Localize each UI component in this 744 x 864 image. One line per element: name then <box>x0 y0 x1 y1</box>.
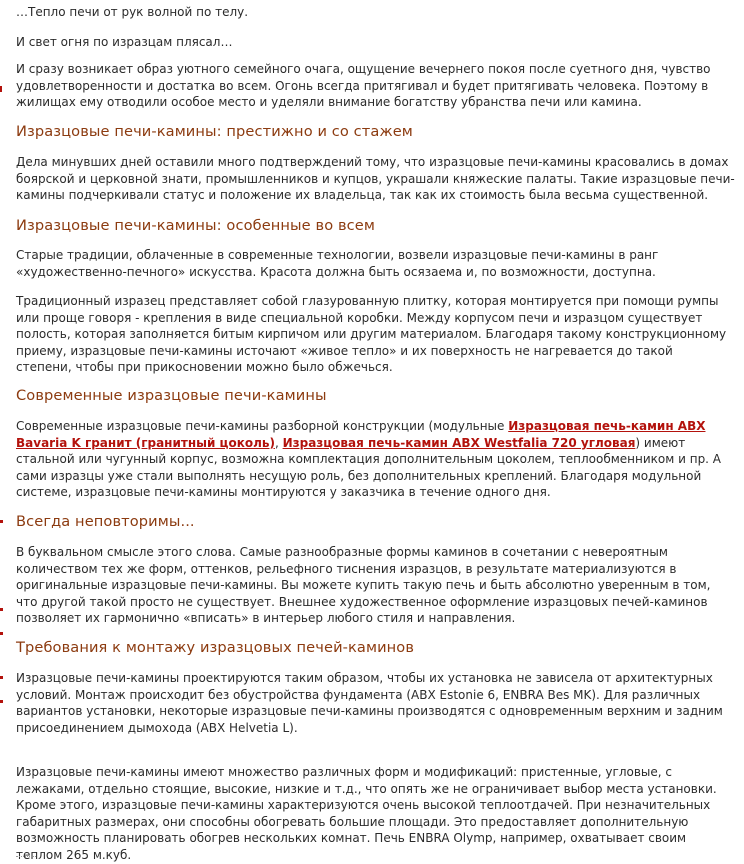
section-heading-modern: Современные изразцовые печи-камины <box>16 387 327 404</box>
section-paragraph: Старые традиции, облаченные в современные технологии, возвели изразцовые печи-камины в ранг «художественно-печного» искусства. Красота должна быть осязаема и, по возможности, доступна. <box>16 248 659 279</box>
edge-marker <box>0 86 2 92</box>
bottom-divider <box>16 856 36 859</box>
section-heading-installation: Требования к монтажу изразцовых печей-каминов <box>16 639 415 656</box>
section-paragraph: Изразцовые печи-камины имеют множество различных форм и модификаций: пристенные, угловые, с лежаками, отдельно стоящие, высокие, низкие и т.д., что опять же не ограничивает выбор места установки. Кроме этого, изразцовые печи-камины характеризуются очень высокой теплоотдачей. При незначительных габаритных размерах, они способны обогревать большие площади. Это предоставляет дополнительную возможность планировать обогрев нескольких комнат. Печь ENBRA Olymp, например, охватывает своим теплом 265 м.куб. <box>16 765 717 862</box>
edge-marker <box>0 632 3 635</box>
edge-marker <box>0 608 3 611</box>
text-before-links: Современные изразцовые печи-камины разборной конструкции (модульные <box>16 419 509 433</box>
edge-marker <box>0 520 3 523</box>
section-paragraph-modern <box>16 418 726 501</box>
section-paragraph: Традиционный изразец представляет собой глазурованную плитку, которая монтируется при помощи румпы или проще говоря - крепления в виде специальной коробки. Между корпусом печи и изразцом существует полость, которая заполняется битым кирпичом или другим материалом. Благодаря такому конструкционному приему, изразцовые печи-камины источают «живое тепло» и их поверхность не нагревается до такой степени, чтобы при прикосновении можно было обжечься. <box>16 294 727 375</box>
link-separator: , <box>274 435 283 450</box>
text-after-links: ) имеют стальной или чугунный корпус, возможна комплектация дополнительным цоколем, теплообменником и пр. А сами изразцы уже стали выполнять несущую роль, без дополнительных креплений. Благодаря модульной системе, изразцовые печи-камины монтируются у заказчика в течение одного дня. <box>16 435 722 500</box>
edge-marker <box>0 700 3 703</box>
section-paragraph: Изразцовые печи-камины проектируются таким образом, чтобы их установка не зависела от архитектурных условий. Монтаж происходит без обустройства фундамента (ABX Estonie 6, ENBRA Bes MK). Для различных вариантов установки, некоторые изразцовые печи-камины производятся с одновременным верхним и задним присоединением дымохода (ABX Helvetia L). <box>16 671 723 735</box>
edge-marker <box>0 676 3 679</box>
product-link-westfalia[interactable]: Изразцовая печь-камин ABX Westfalia 720 угловая <box>282 435 636 450</box>
poem-line-1: …Тепло печи от рук волной по телу. <box>16 5 249 19</box>
product-link-bavaria[interactable]: Изразцовая печь-камин ABX Bavaria K гранит (гранитный цоколь) <box>16 419 706 450</box>
section-paragraph: В буквальном смысле этого слова. Самые разнообразные формы каминов в сочетании с невероятным количеством тех же форм, оттенков, рельефного тиснения изразцов, в результате материализуются в оригинальные изразцовые печи-камины. Вы можете купить такую печь и быть абсолютно уверенным в том, что другой такой просто не существует. Внешнее художественное оформление изразцовых печей-каминов позволяет их гармонично «вписать» в интерьер любого стиля и направления. <box>16 545 711 626</box>
section-heading-prestige: Изразцовые печи-камины: престижно и со стажем <box>16 123 413 140</box>
section-paragraph: Дела минувших дней оставили много подтверждений тому, что изразцовые печи-камины красовались в домах боярской и церковной знати, промышленников и купцов, украшали княжеские палаты. Такие изразцовые печи-камины подчеркивали статус и положение их владельца, так как их стоимость была весьма существенной. <box>16 155 735 203</box>
section-heading-special: Изразцовые печи-камины: особенные во всем <box>16 217 375 234</box>
intro-paragraph: И сразу возникает образ уютного семейного очага, ощущение вечернего покоя после суетного дня, чувство удовлетворенности и достатка во всем. Огонь всегда притягивал и будет притягивать человека. Поэтому в жилищах ему отводили особое место и уделяли внимание богатству убранства печи или камина. <box>16 62 711 110</box>
section-heading-unique: Всегда неповторимы... <box>16 513 195 530</box>
poem-line-2: И свет огня по изразцам плясал… <box>16 35 233 49</box>
